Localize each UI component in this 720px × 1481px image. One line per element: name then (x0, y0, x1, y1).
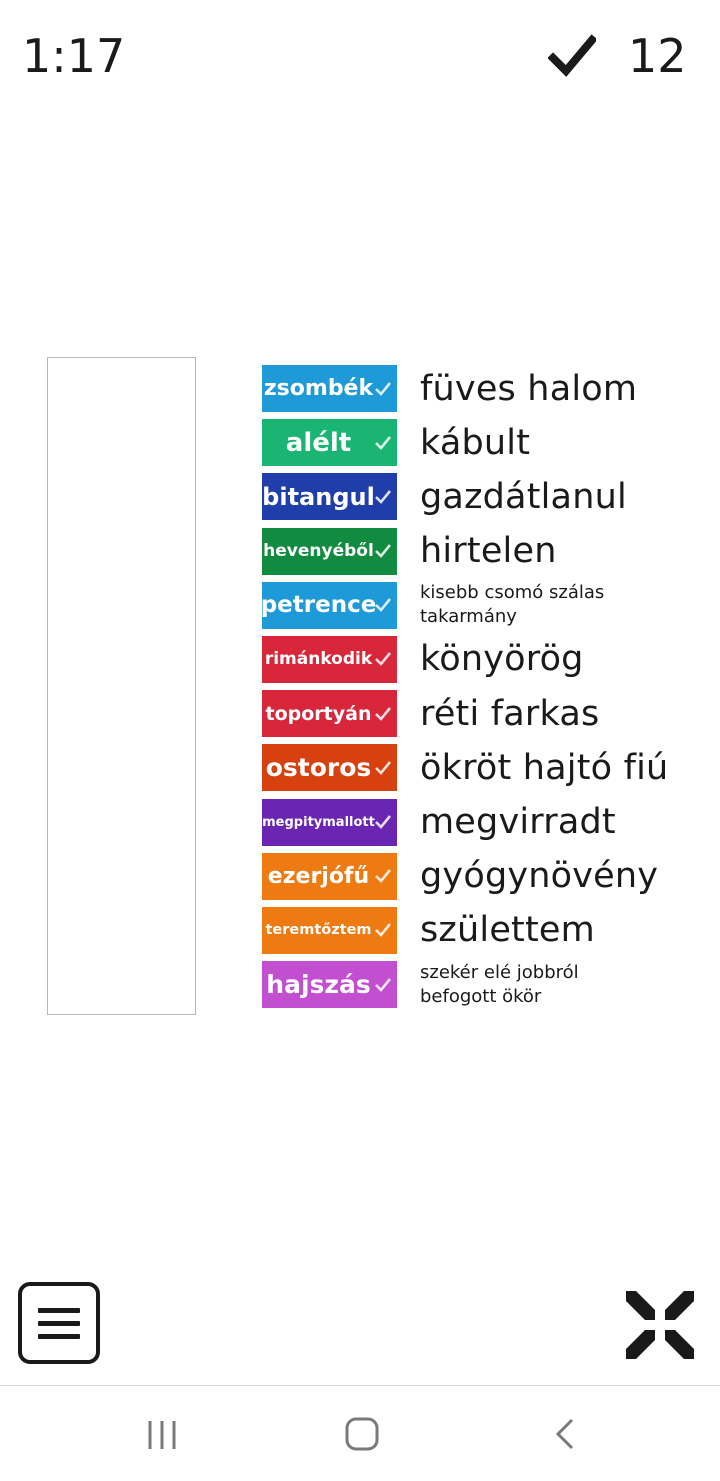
checkmark-icon (374, 759, 392, 777)
word-tile-label: alélt (285, 427, 352, 458)
recent-apps-icon[interactable] (146, 1419, 178, 1451)
word-tile[interactable] (262, 853, 397, 900)
meaning-text: ökröt hajtó fiú (420, 747, 669, 788)
exit-fullscreen-icon[interactable] (622, 1287, 698, 1363)
pair-row (262, 582, 702, 636)
word-tile-label: ezerjófű (267, 863, 370, 889)
pair-row (262, 636, 702, 690)
word-tile[interactable] (262, 419, 397, 466)
checkmark-icon (548, 32, 596, 80)
menu-line (38, 1334, 80, 1339)
word-tile[interactable] (262, 690, 397, 737)
meaning-text: kábult (420, 422, 531, 463)
checkmark-icon (374, 542, 392, 560)
pair-row (262, 907, 702, 961)
meaning-text: megvirradt (420, 802, 616, 842)
word-tile[interactable] (262, 365, 397, 412)
matched-pairs-list (262, 365, 702, 1015)
pair-row (262, 528, 702, 582)
menu-button[interactable] (18, 1282, 100, 1364)
home-icon[interactable] (345, 1417, 379, 1451)
word-tile[interactable] (262, 528, 397, 575)
checkmark-icon (374, 380, 392, 398)
word-tile[interactable] (262, 799, 397, 846)
checkmark-icon (374, 867, 392, 885)
score-count: 12 (628, 29, 687, 83)
meaning-text: kisebb csomó szálas takarmány (420, 582, 605, 628)
word-tile[interactable] (262, 744, 397, 791)
word-tile[interactable] (262, 473, 397, 520)
word-tile-label: bitangul (262, 482, 375, 511)
word-tile-label: zsombék (263, 376, 374, 401)
back-icon[interactable] (550, 1417, 578, 1451)
system-navigation-bar (0, 1385, 720, 1481)
word-tile[interactable] (262, 582, 397, 629)
word-tile-label: ostoros (265, 753, 372, 783)
meaning-text: gyógynövény (420, 856, 659, 897)
word-tile-label: hevenyéből (263, 541, 374, 562)
meaning-text: réti farkas (420, 693, 600, 734)
meaning-text: születtem (420, 910, 595, 951)
word-tile-label: rimánkodik (264, 649, 373, 670)
menu-line (38, 1308, 80, 1313)
word-tile-label: teremtőztem (265, 922, 372, 939)
pair-row (262, 961, 702, 1015)
meaning-text: könyörög (420, 639, 584, 680)
word-tile-label: petrence (260, 592, 377, 619)
meaning-text: füves halom (420, 368, 638, 409)
word-tile-label: megpitymallott (262, 814, 375, 830)
menu-line (38, 1321, 80, 1326)
checkmark-icon (374, 488, 392, 506)
pair-row (262, 690, 702, 744)
pair-row (262, 799, 702, 853)
pair-row (262, 744, 702, 798)
pair-row (262, 365, 702, 419)
pair-row (262, 473, 702, 527)
checkmark-icon (374, 596, 392, 614)
meaning-text: szekér elé jobbról befogott ökör (420, 961, 579, 1007)
pair-row (262, 853, 702, 907)
meaning-text: hirtelen (420, 531, 557, 572)
word-tile[interactable] (262, 907, 397, 954)
checkmark-icon (374, 650, 392, 668)
checkmark-icon (374, 921, 392, 939)
answer-drop-zone[interactable] (47, 357, 196, 1015)
word-tile[interactable] (262, 636, 397, 683)
meaning-text: gazdátlanul (420, 476, 627, 517)
timer: 1:17 (22, 29, 126, 83)
word-tile-label: toportyán (265, 702, 372, 725)
word-tile[interactable] (262, 961, 397, 1008)
checkmark-icon (374, 813, 392, 831)
pair-row (262, 419, 702, 473)
checkmark-icon (374, 976, 392, 994)
word-tile-label: hajszás (266, 970, 371, 1000)
checkmark-icon (374, 434, 392, 452)
checkmark-icon (374, 705, 392, 723)
